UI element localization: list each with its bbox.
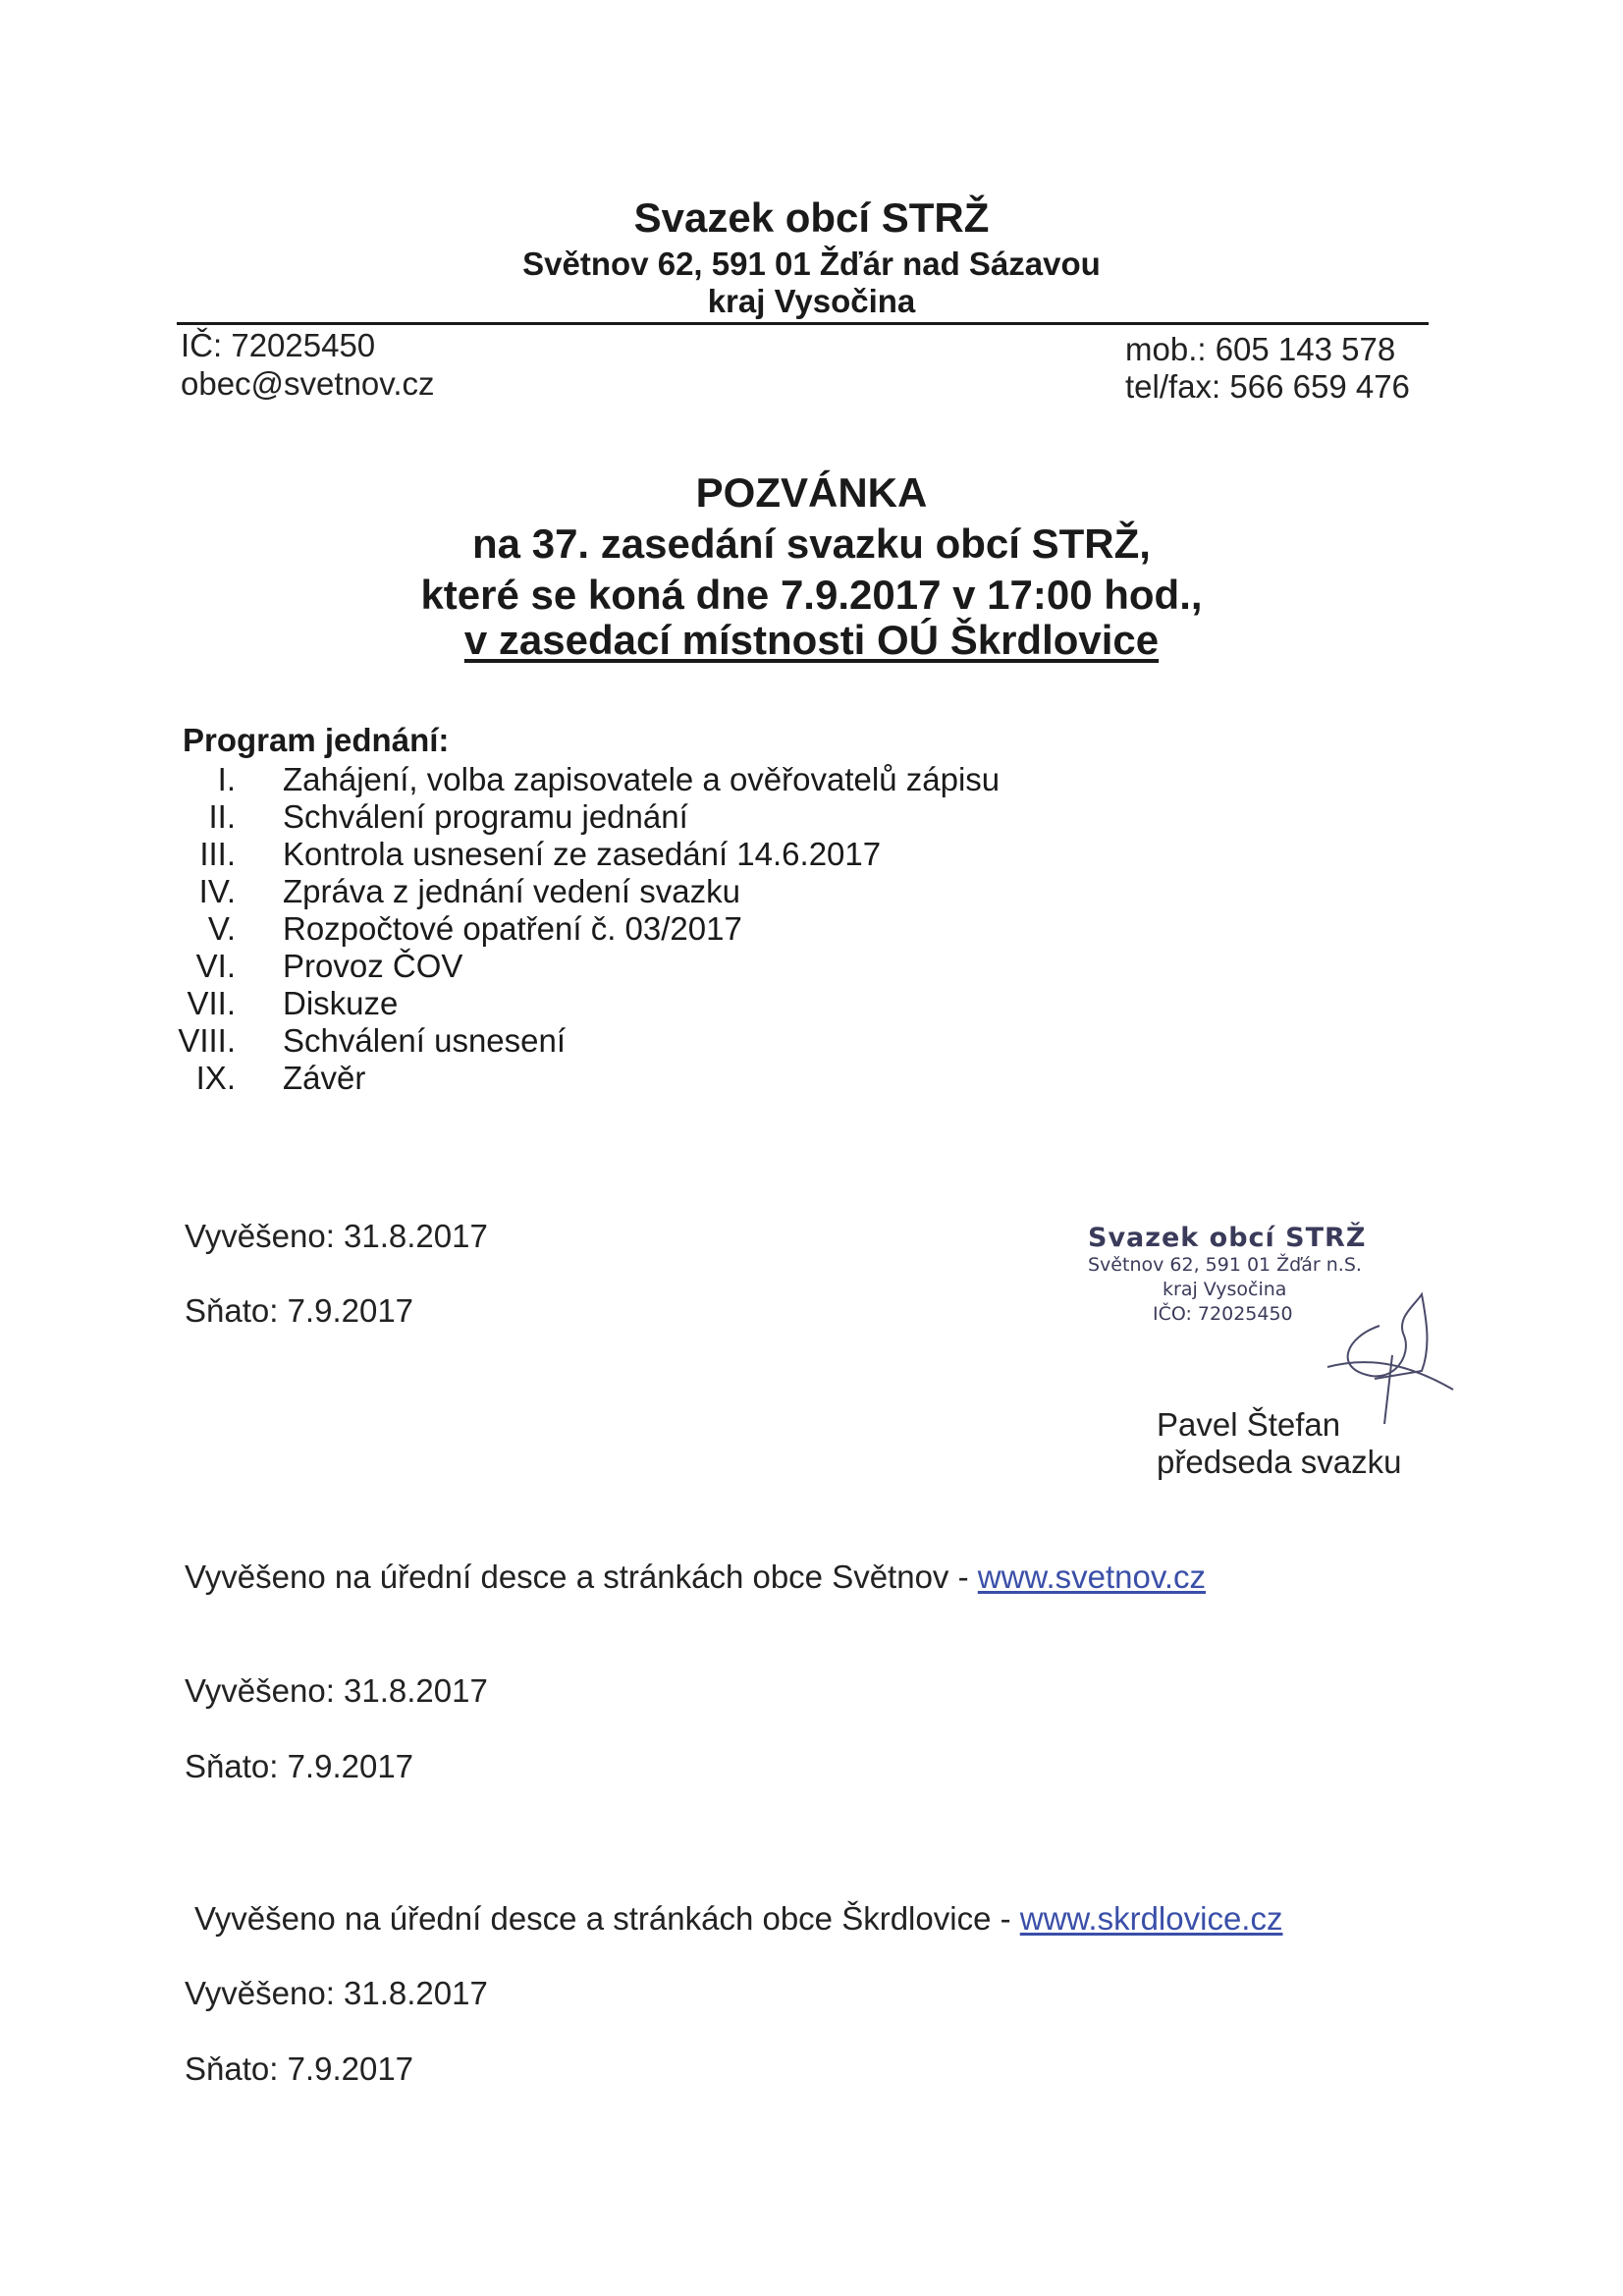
- org-region: kraj Vysočina: [707, 283, 916, 319]
- invitation-venue: [0, 617, 1623, 664]
- posted-date: Vyvěšeno: 31.8.2017: [185, 1218, 488, 1254]
- signature: [1306, 1277, 1463, 1424]
- agenda-item-number: IX.: [195, 1060, 236, 1096]
- agenda-item-text: Schválení programu jednání: [283, 798, 688, 835]
- signatory-role: předseda svazku: [1157, 1444, 1402, 1480]
- email[interactable]: obec@svetnov.cz: [181, 365, 435, 402]
- svetnov-notice-text: Vyvěšeno na úřední desce a stránkách obce Světnov -: [185, 1558, 978, 1595]
- skrdlovice-notice: [194, 1900, 1282, 1938]
- svetnov-notice: [185, 1558, 1206, 1596]
- signatory-name: Pavel Štefan: [1157, 1406, 1341, 1443]
- skrdlovice-posted-date: Vyvěšeno: 31.8.2017: [185, 1975, 488, 2011]
- agenda-item-text: Diskuze: [283, 985, 399, 1021]
- invitation-venue-text: v zasedací místnosti OÚ Škrdlovice: [463, 617, 1160, 663]
- agenda-item-number: VII.: [187, 985, 236, 1021]
- agenda-item-number: IV.: [198, 873, 236, 909]
- agenda-item-number: VI.: [195, 948, 236, 984]
- stamp-name: Svazek obcí STRŽ: [1088, 1223, 1367, 1253]
- agenda-item-number: III.: [199, 836, 236, 872]
- agenda-item-text: Kontrola usnesení ze zasedání 14.6.2017: [283, 836, 882, 872]
- agenda-heading: Program jednání:: [183, 722, 450, 758]
- svetnov-posted-date: Vyvěšeno: 31.8.2017: [185, 1672, 488, 1709]
- agenda-item-number: I.: [217, 761, 236, 797]
- stamp-region: kraj Vysočina: [1163, 1279, 1287, 1300]
- agenda-item-text: Rozpočtové opatření č. 03/2017: [283, 910, 742, 947]
- header-divider: [177, 322, 1429, 325]
- stamp-address: Světnov 62, 591 01 Žďár n.S.: [1088, 1254, 1362, 1276]
- removed-date: Sňato: 7.9.2017: [185, 1292, 414, 1329]
- telfax-number: tel/fax: 566 659 476: [1125, 368, 1410, 405]
- invitation-line-1: na 37. zasedání svazku obcí STRŽ,: [472, 520, 1151, 567]
- svetnov-removed-date: Sňato: 7.9.2017: [185, 1748, 414, 1784]
- svetnov-link[interactable]: www.svetnov.cz: [977, 1558, 1207, 1595]
- agenda-item-text: Zpráva z jednání vedení svazku: [283, 873, 740, 909]
- agenda-item-text: Zahájení, volba zapisovatele a ověřovatelů zápisu: [283, 761, 1001, 797]
- skrdlovice-notice-text: Vyvěšeno na úřední desce a stránkách obce Škrdlovice -: [194, 1900, 1020, 1937]
- org-address: Světnov 62, 591 01 Žďár nad Sázavou: [522, 246, 1101, 282]
- agenda-item-number: II.: [208, 798, 236, 835]
- agenda-item-text: Závěr: [283, 1060, 366, 1096]
- agenda-item-text: Schválení usnesení: [283, 1022, 567, 1059]
- mobile-number: mob.: 605 143 578: [1125, 331, 1396, 367]
- skrdlovice-link[interactable]: www.skrdlovice.cz: [1019, 1900, 1283, 1937]
- stamp-ico: IČO: 72025450: [1153, 1303, 1293, 1325]
- skrdlovice-removed-date: Sňato: 7.9.2017: [185, 2050, 414, 2087]
- org-name: Svazek obcí STRŽ: [633, 194, 990, 241]
- agenda-item-number: V.: [207, 910, 236, 947]
- ic-number: IČ: 72025450: [181, 327, 376, 363]
- invitation-title: POZVÁNKA: [695, 469, 928, 516]
- agenda-item-number: VIII.: [178, 1022, 236, 1059]
- agenda-item-text: Provoz ČOV: [283, 948, 463, 984]
- invitation-line-2: které se koná dne 7.9.2017 v 17:00 hod.,: [420, 572, 1203, 618]
